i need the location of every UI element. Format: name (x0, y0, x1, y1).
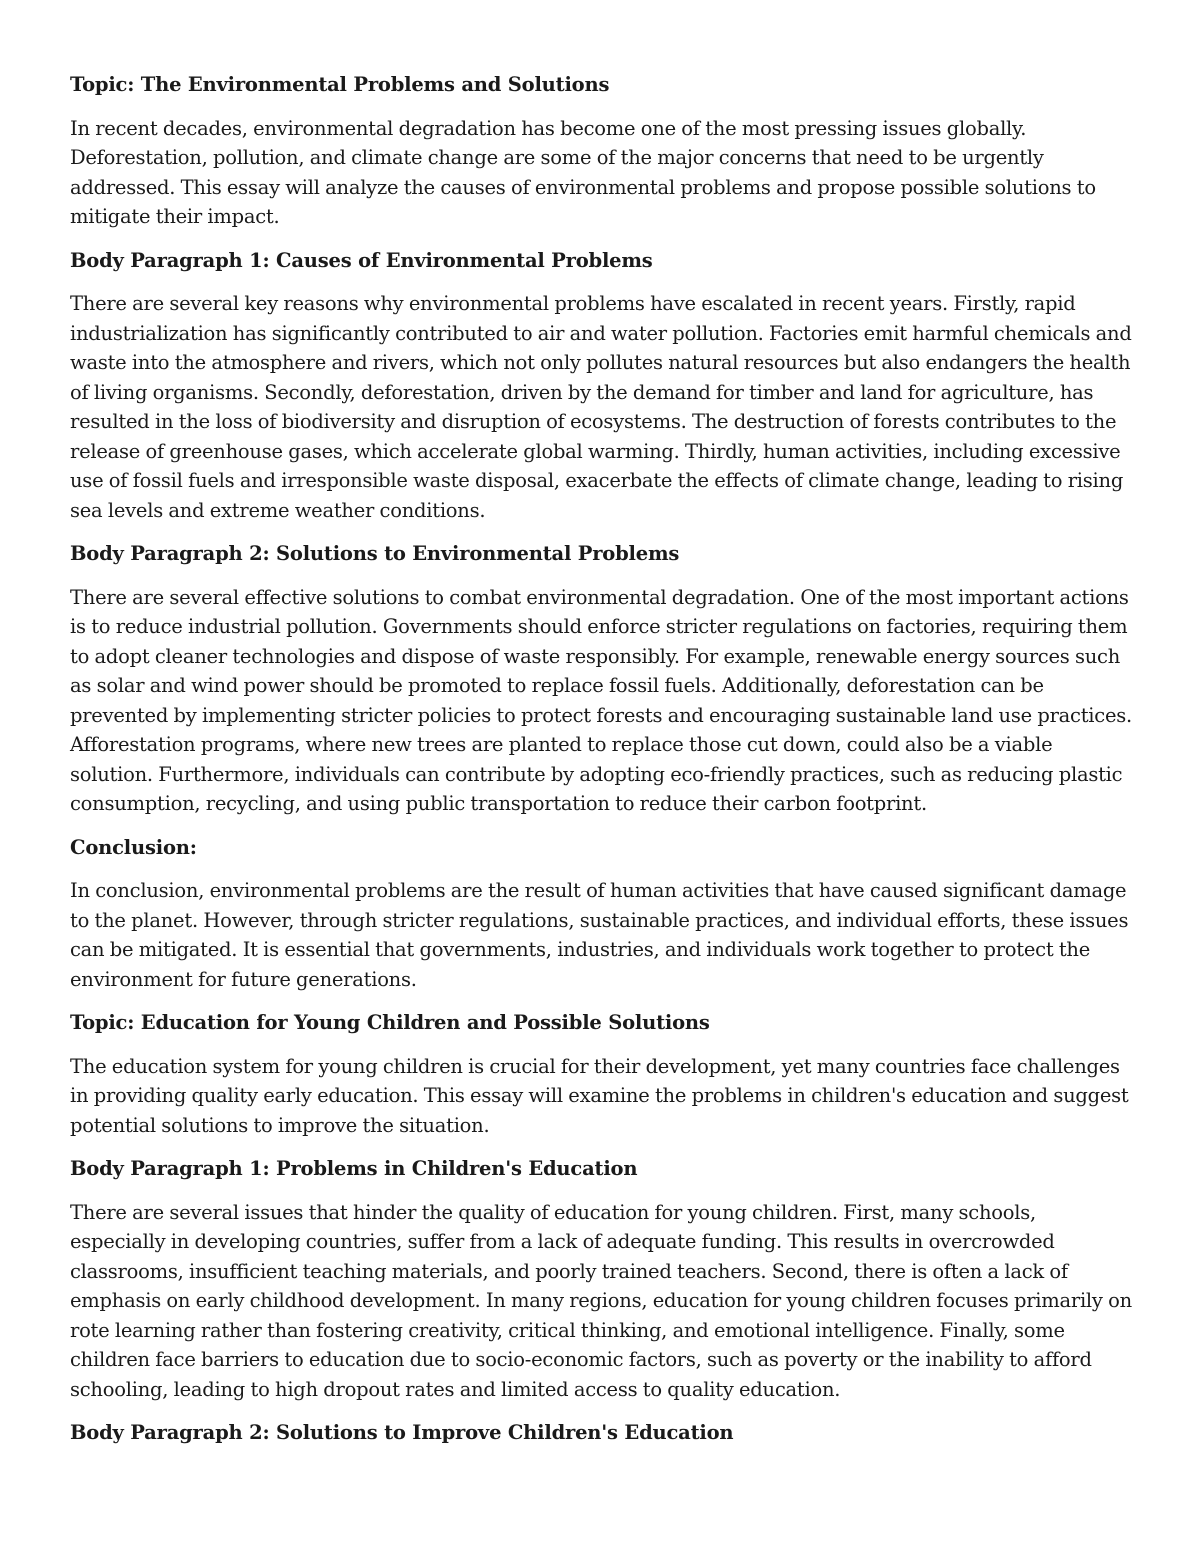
section-heading-edu-problems: Body Paragraph 1: Problems in Children's Education (70, 1157, 638, 1180)
section-heading-edu-topic: Topic: Education for Young Children and Possible Solutions (70, 1011, 710, 1034)
section-paragraph-edu-intro: The education system for young children is crucial for their development, yet many countries face challenges in providing quality early education. This essay will examine the problems in children's education and suggest potential solutions to improve the situation. (70, 1054, 1129, 1137)
section-paragraph-edu-problems: There are several issues that hinder the quality of education for young children. First, many schools, especially in developing countries, suffer from a lack of adequate funding. This results in overcrowded classrooms, insufficient teaching materials, and poorly trained teachers. Second, there is often a lack of emphasis on early childhood development. In many regions, education for young children focuses primarily on rote learning rather than fostering creativity, critical thinking, and emotional intelligence. Finally, some children face barriers to education due to socio-economic factors, such as poverty or the inability to afford schooling, leading to high dropout rates and limited access to quality education. (70, 1200, 1132, 1401)
section-paragraph-conclusion: In conclusion, environmental problems are the result of human activities that have caused significant damage to the planet. However, through stricter regulations, sustainable practices, and individual efforts, these issues can be mitigated. It is essential that governments, industries, and individuals work together to protect the environment for future generations. (70, 879, 1129, 991)
section-heading-edu-solutions: Body Paragraph 2: Solutions to Improve Children's Education (70, 1421, 734, 1444)
section-heading-conclusion: Conclusion: (70, 835, 197, 859)
section-heading-env-topic: Topic: The Environmental Problems and Solutions (70, 73, 610, 96)
section-paragraph-env-intro: In recent decades, environmental degradation has become one of the most pressing issues globally. Deforestation, pollution, and climate change are some of the major concerns that need to be urgently addressed. This essay will analyze the causes of environmental problems and propose possible solutions to mitigate their impact. (70, 116, 1096, 228)
section-heading-env-solutions: Body Paragraph 2: Solutions to Environmental Problems (70, 542, 680, 565)
section-paragraph-env-causes: There are several key reasons why environmental problems have escalated in recent years. Firstly, rapid industrialization has significantly contributed to air and water pollution. Factories emit harmful chemicals and waste into the atmosphere and rivers, which not only pollutes natural resources but also endangers the health of living organisms. Secondly, deforestation, driven by the demand for timber and land for agriculture, has resulted in the loss of biodiversity and disruption of ecosystems. The destruction of forests contributes to the release of greenhouse gases, which accelerate global warming. Thirdly, human activities, including excessive use of fossil fuels and irresponsible waste disposal, exacerbate the effects of climate change, leading to rising sea levels and extreme weather conditions. (70, 292, 1132, 522)
section-paragraph-env-solutions: There are several effective solutions to combat environmental degradation. One of the most important actions is to reduce industrial pollution. Governments should enforce stricter regulations on factories, requiring them to adopt cleaner technologies and dispose of waste responsibly. For example, renewable energy sources such as solar and wind power should be promoted to replace fossil fuels. Additionally, deforestation can be prevented by implementing stricter policies to protect forests and encouraging sustainable land use practices. Afforestation programs, where new trees are planted to replace those cut down, could also be a viable solution. Furthermore, individuals can contribute by adopting eco-friendly practices, such as reducing plastic consumption, recycling, and using public transportation to reduce their carbon footprint. (70, 585, 1132, 815)
document-page (70, 70, 1132, 1462)
section-heading-env-causes: Body Paragraph 1: Causes of Environmental Problems (70, 248, 653, 272)
